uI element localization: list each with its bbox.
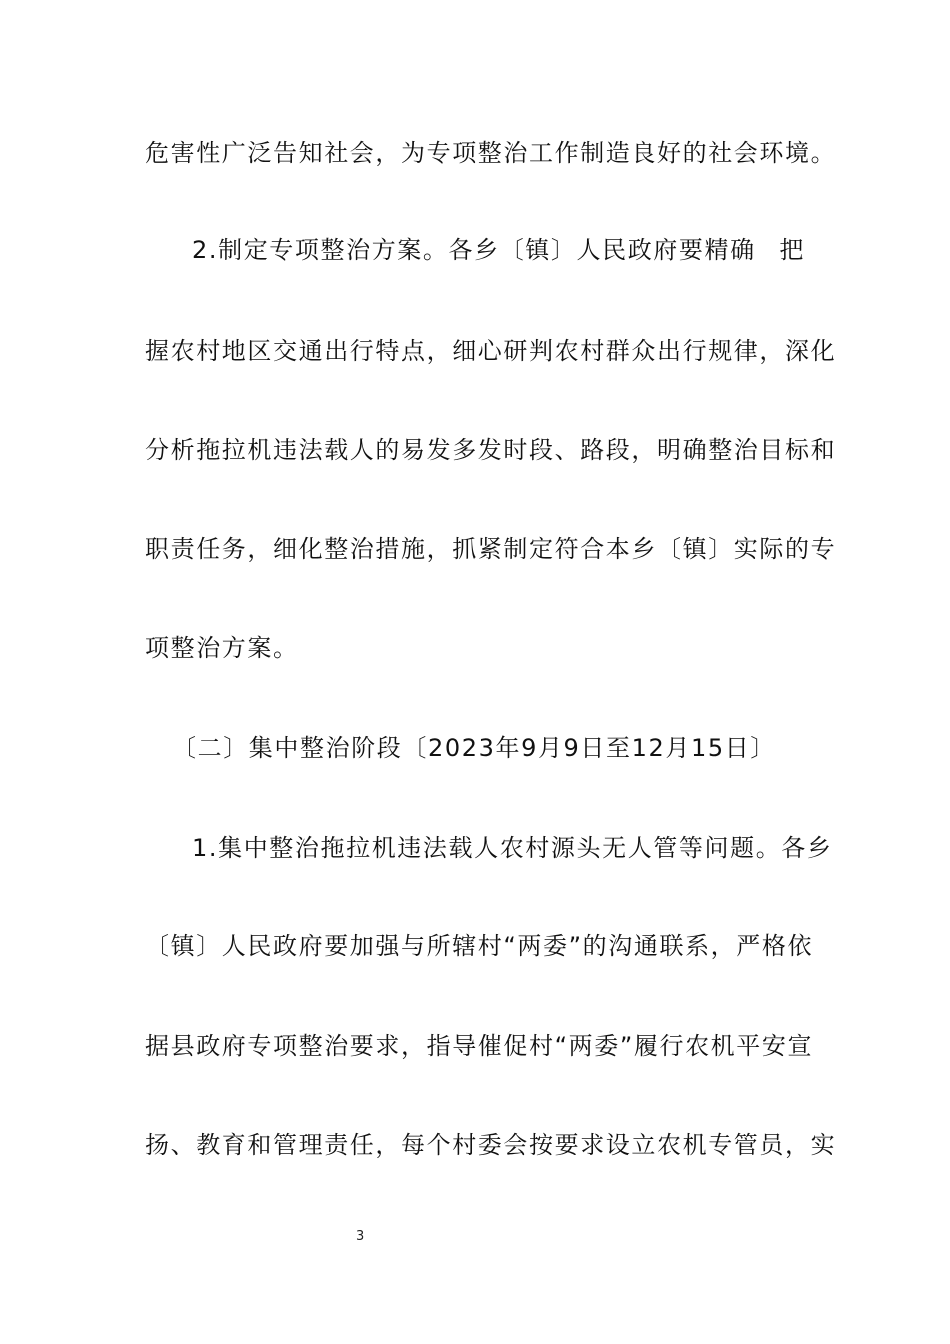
paragraph-line: 职责任务，细化整治措施，抓紧制定符合本乡〔镇〕实际的专 xyxy=(145,535,837,563)
paragraph-line: 扬、教育和管理责任，每个村委会按要求设立农机专管员，实 xyxy=(145,1131,837,1159)
paragraph-line: 项整治方案。 xyxy=(145,634,299,662)
page-number: 3 xyxy=(356,1229,365,1244)
paragraph-line: 握农村地区交通出行特点，细心研判农村群众出行规律，深化 xyxy=(145,337,837,365)
paragraph-line xyxy=(192,234,805,266)
paragraph-line-part: 2.制定专项整治方案。各乡〔镇〕人民政府要精确 xyxy=(192,236,756,264)
paragraph-line: 危害性广泛告知社会，为专项整治工作制造良好的社会环境。 xyxy=(145,139,837,167)
paragraph-line: 据县政府专项整治要求，指导催促村“两委”履行农机平安宣 xyxy=(145,1032,814,1060)
section-heading: 〔二〕集中整治阶段〔2023年9月9日至12月15日〕 xyxy=(172,734,776,762)
paragraph-line-part: 把 xyxy=(779,236,805,264)
paragraph-line: 分析拖拉机违法载人的易发多发时段、路段，明确整治目标和 xyxy=(145,436,837,464)
paragraph-line: 1.集中整治拖拉机违法载人农村源头无人管等问题。各乡 xyxy=(192,834,833,862)
paragraph-line: 〔镇〕人民政府要加强与所辖村“两委”的沟通联系，严格依 xyxy=(145,932,814,960)
